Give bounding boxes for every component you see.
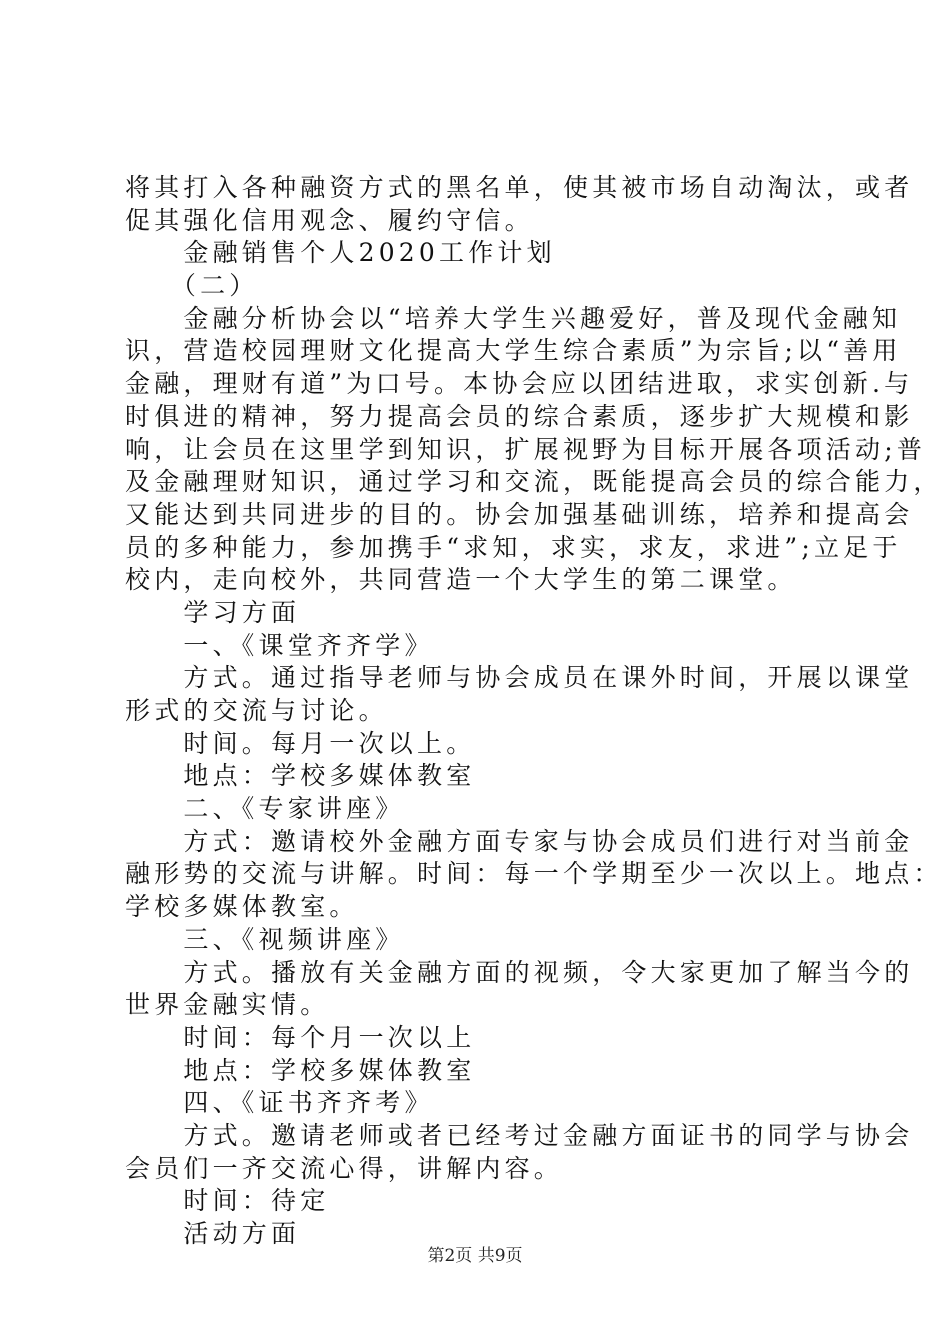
text-line: 时间。每月一次以上。 — [125, 728, 476, 758]
text-line: 金融，理财有道”为口号。本协会应以团结进取，求实创新.与 — [125, 369, 914, 399]
text-line: 方式：邀请校外金融方面专家与协会成员们进行对当前金 — [125, 826, 914, 856]
heading-line: 金融销售个人2020工作计划 — [125, 238, 556, 268]
text-line: 地点：学校多媒体教室 — [125, 761, 476, 791]
text-line: 世界金融实情。 — [125, 990, 330, 1020]
heading-line: （二） — [125, 271, 259, 301]
subsection-heading: 二、《专家讲座》 — [125, 794, 405, 824]
text-line: 金融分析协会以“培养大学生兴趣爱好，普及现代金融知 — [125, 303, 902, 333]
subsection-heading: 四、《证书齐齐考》 — [125, 1088, 434, 1118]
document-body — [125, 172, 943, 1251]
text-line: 学校多媒体教室。 — [125, 892, 359, 922]
text-line: 方式。邀请老师或者已经考过金融方面证书的同学与协会 — [125, 1120, 914, 1150]
page-number-footer: 第2页 共9页 — [427, 1246, 523, 1266]
text-line: 时间：每个月一次以上 — [125, 1022, 476, 1052]
text-line: 将其打入各种融资方式的黑名单，使其被市场自动淘汰，或者 — [125, 173, 914, 202]
text-line: 地点：学校多媒体教室 — [125, 1055, 476, 1085]
text-line: 及金融理财知识，通过学习和交流，既能提高会员的综合能力， — [125, 467, 943, 497]
section-heading: 学习方面 — [125, 597, 301, 627]
text-line: 又能达到共同进步的目的。协会加强基础训练，培养和提高会 — [125, 499, 914, 529]
text-line: 识，营造校园理财文化提高大学生综合素质”为宗旨;以“善用 — [125, 336, 902, 366]
text-line: 形式的交流与讨论。 — [125, 696, 388, 725]
text-line: 校内，走向校外，共同营造一个大学生的第二课堂。 — [125, 565, 797, 595]
text-line: 时俱进的精神，努力提高会员的综合素质，逐步扩大规模和影 — [125, 401, 914, 431]
subsection-heading: 一、《课堂齐齐学》 — [125, 630, 434, 660]
text-line: 响，让会员在这里学到知识，扩展视野为目标开展各项活动;普 — [125, 434, 927, 464]
text-line: 促其强化信用观念、履约守信。 — [125, 205, 534, 235]
text-line: 时间：待定 — [125, 1186, 330, 1216]
subsection-heading: 三、《视频讲座》 — [125, 924, 405, 954]
text-line: 融形势的交流与讲解。时间：每一个学期至少一次以上。地点： — [125, 859, 943, 889]
text-line: 方式。通过指导老师与协会成员在课外时间，开展以课堂 — [125, 663, 914, 693]
text-line: 方式。播放有关金融方面的视频，令大家更加了解当今的 — [125, 957, 914, 987]
section-heading: 活动方面 — [125, 1219, 301, 1248]
text-line: 员的多种能力，参加携手“求知，求实，求友，求进”;立足于 — [125, 532, 902, 562]
text-line: 会员们一齐交流心得，讲解内容。 — [125, 1153, 564, 1183]
